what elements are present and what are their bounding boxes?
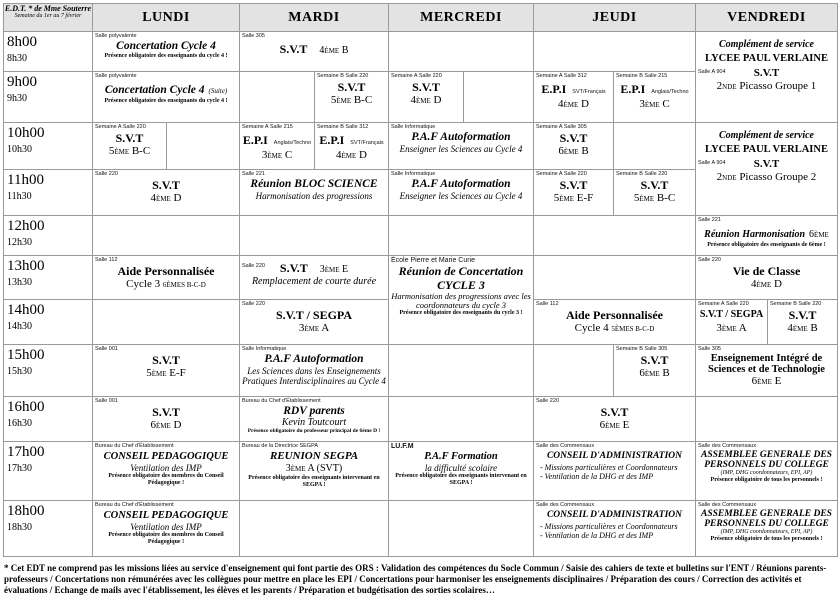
slot-mercredi-15h[interactable] [389, 345, 534, 397]
slot-mardi-12h[interactable] [240, 216, 389, 256]
slot-mardi-8h[interactable]: Salle 305 S.V.T 4ÈME B [240, 32, 389, 72]
slot-mercredi-11h[interactable]: Salle Informatique P.A.F Autoformation Enseigner les Sciences au Cycle 4 [389, 170, 534, 216]
slot-mardi-13h[interactable]: Salle 220 S.V.T 3ÈME E Remplacement de courte durée [240, 256, 389, 300]
slot-jeudi-9h-a[interactable]: Semaine A Salle 312 E.P.I SVT/Français 4ÈME D [534, 72, 614, 123]
slot-mercredi-9h-b[interactable] [464, 72, 534, 123]
time-slot: 9h00 9h30 [4, 72, 93, 123]
slot-mercredi-13h[interactable]: École Pierre et Marie Curie Réunion de Concertation CYCLE 3 Harmonisation des progressions avec les coordonnateurs du cycle 3 Présence obligatoire des enseignants du cycle 3 ! [389, 256, 534, 345]
footnote: * Cet EDT ne comprend pas les missions liées au service d'enseignement qui font partie des ORS : Validation des compétences du Socle Commun / Saisie des cahiers de texte et bulletins sur l'ENT / Réunions parents-professeurs / Concertations non rémunérées avec les collègues pour mettre en place les EPI / Concertations pour harmoniser les enseignements disciplinaires / Préparation des cours / Correction des activités et évaluations / Echange de mails avec l'établissement, les élèves et les parents / Préparation et budgétisation des sorties scolaires… [4, 563, 827, 595]
slot-mardi-17h[interactable]: Bureau de la Directrice SEGPA REUNION SEGPA 3ÈME A (SVT) Présence obligatoire des enseignants intervenant en SEGPA ! [240, 442, 389, 501]
slot-mercredi-12h[interactable] [389, 216, 534, 256]
day-header-mercredi: MERCREDI [389, 4, 534, 32]
slot-vendredi-8h[interactable]: Complément de service LYCEE PAUL VERLAINE Salle A 904 S.V.T 2NDE Picasso Groupe 1 [696, 32, 838, 123]
edt-title: E.D.T. * de Mme Souterre [4, 4, 92, 13]
slot-lundi-13h[interactable]: Salle 112 Aide Personnalisée Cycle 3 6ÈMES B-C-D [93, 256, 240, 300]
slot-jeudi-15h-b[interactable]: Semaine B Salle 305 S.V.T 6ÈME B [614, 345, 696, 397]
time-slot: 11h00 11h30 [4, 170, 93, 216]
slot-lundi-17h[interactable]: Bureau du Chef d'Établissement CONSEIL PEDAGOGIQUE Ventilation des IMP Présence obligatoire des membres du Conseil Pédagogique ! [93, 442, 240, 501]
day-header-vendredi: VENDREDI [696, 4, 838, 32]
slot-jeudi-15h-a[interactable] [534, 345, 614, 397]
time-slot: 14h00 14h30 [4, 300, 93, 345]
slot-jeudi-10h-b[interactable] [614, 123, 696, 170]
slot-jeudi-8h[interactable] [534, 32, 696, 72]
slot-mardi-14h[interactable]: Salle 220 S.V.T / SEGPA 3ÈME A [240, 300, 389, 345]
slot-lundi-11h[interactable]: Salle 220 S.V.T 4ÈME D [93, 170, 240, 216]
slot-mardi-10h-b[interactable]: Semaine B Salle 312 E.P.I SVT/Français 4ÈME D [315, 123, 389, 170]
slot-vendredi-16h[interactable] [696, 397, 838, 442]
slot-mercredi-18h[interactable] [389, 501, 534, 557]
slot-mardi-11h[interactable]: Salle 221 Réunion BLOC SCIENCE Harmonisation des progressions [240, 170, 389, 216]
slot-lundi-14h[interactable] [93, 300, 240, 345]
slot-lundi-18h[interactable]: Bureau du Chef d'Établissement CONSEIL PEDAGOGIQUE Ventilation des IMP Présence obligatoire des membres du Conseil Pédagogique ! [93, 501, 240, 557]
day-header-lundi: LUNDI [93, 4, 240, 32]
slot-jeudi-18h[interactable]: Salle des Commensaux CONSEIL D'ADMINISTRATION - Missions particulières et Coordonnateurs - Ventilation de la DHG et des IMP [534, 501, 696, 557]
slot-lundi-10h-b[interactable] [167, 123, 240, 170]
slot-lundi-16h[interactable]: Salle 001 S.V.T 6ÈME D [93, 397, 240, 442]
slot-jeudi-11h-b[interactable]: Semaine B Salle 220 S.V.T 5ÈME B-C [614, 170, 696, 216]
time-slot: 12h00 12h30 [4, 216, 93, 256]
slot-lundi-15h[interactable]: Salle 001 S.V.T 5ÈME E-F [93, 345, 240, 397]
slot-lundi-12h[interactable] [93, 216, 240, 256]
slot-mercredi-9h-a[interactable]: Semaine A Salle 220 S.V.T 4ÈME D [389, 72, 464, 123]
edt-week: Semaine du 1er au 7 février [14, 13, 82, 19]
slot-vendredi-17h[interactable]: Salle des Commensaux ASSEMBLEE GENERALE DES PERSONNELS DU COLLEGE (IMP, DHG coordonnateurs, EPI, AP) Présence obligatoire de tous les personnels ! [696, 442, 838, 501]
time-slot: 17h00 17h30 [4, 442, 93, 501]
time-slot: 15h00 15h30 [4, 345, 93, 397]
day-header-mardi: MARDI [240, 4, 389, 32]
time-slot: 8h00 8h30 [4, 32, 93, 72]
slot-mercredi-10h[interactable]: Salle Informatique P.A.F Autoformation Enseigner les Sciences au Cycle 4 [389, 123, 534, 170]
slot-jeudi-9h-b[interactable]: Semaine B Salle 215 E.P.I Anglais/Techno 3ÈME C [614, 72, 696, 123]
time-slot: 13h00 13h30 [4, 256, 93, 300]
slot-lundi-8h[interactable]: Salle polyvalente Concertation Cycle 4 Présence obligatoire des enseignants du cycle 4 ! [93, 32, 240, 72]
slot-mardi-10h-a[interactable]: Semaine A Salle 215 E.P.I Anglais/Techno 3ÈME C [240, 123, 315, 170]
slot-mardi-18h[interactable] [240, 501, 389, 557]
slot-mercredi-8h[interactable] [389, 32, 534, 72]
slot-jeudi-12h[interactable] [534, 216, 696, 256]
slot-lundi-9h[interactable]: Salle polyvalente Concertation Cycle 4 (Suite) Présence obligatoire des enseignants du cycle 4 ! [93, 72, 240, 123]
day-header-jeudi: JEUDI [534, 4, 696, 32]
time-slot: 16h00 16h30 [4, 397, 93, 442]
slot-jeudi-14h[interactable]: Salle 112 Aide Personnalisée Cycle 4 5ÈMES B-C-D [534, 300, 696, 345]
time-slot: 10h00 10h30 [4, 123, 93, 170]
slot-jeudi-17h[interactable]: Salle des Commensaux CONSEIL D'ADMINISTRATION - Missions particulières et Coordonnateurs - Ventilation de la DHG et des IMP [534, 442, 696, 501]
slot-vendredi-18h[interactable]: Salle des Commensaux ASSEMBLEE GENERALE DES PERSONNELS DU COLLEGE (IMP, DHG coordonnateurs, EPI, AP) Présence obligatoire de tous les personnels ! [696, 501, 838, 557]
header-corner [4, 4, 93, 32]
timetable [3, 3, 838, 557]
slot-jeudi-10h-a[interactable]: Semaine A Salle 305 S.V.T 6ÈME B [534, 123, 614, 170]
slot-vendredi-14h-b[interactable]: Semaine B Salle 220 S.V.T 4ÈME B [768, 300, 838, 345]
slot-jeudi-13h[interactable] [534, 256, 696, 300]
slot-jeudi-11h-a[interactable]: Semaine A Salle 220 S.V.T 5ÈME E-F [534, 170, 614, 216]
slot-jeudi-16h[interactable]: Salle 220 S.V.T 6ÈME E [534, 397, 696, 442]
time-slot: 18h00 18h30 [4, 501, 93, 557]
slot-mardi-15h[interactable]: Salle Informatique P.A.F Autoformation Les Sciences dans les Enseignements Pratiques Interdisciplinaires au Cycle 4 [240, 345, 389, 397]
slot-mardi-9h-b[interactable]: Semaine B Salle 220 S.V.T 5ÈME B-C [315, 72, 389, 123]
slot-mardi-9h-a[interactable] [240, 72, 315, 123]
slot-lundi-10h-a[interactable]: Semaine A Salle 220 S.V.T 5ÈME B-C [93, 123, 167, 170]
slot-vendredi-10h[interactable]: Complément de service LYCEE PAUL VERLAINE Salle A 904 S.V.T 2NDE Picasso Groupe 2 [696, 123, 838, 216]
slot-mardi-16h[interactable]: Bureau du Chef d'Établissement RDV parents Kevin Toutcourt Présence obligatoire du professeur principal de 6ème D ! [240, 397, 389, 442]
slot-vendredi-15h[interactable]: Salle 305 Enseignement Intégré de Sciences et de Technologie 6ÈME E [696, 345, 838, 397]
slot-vendredi-14h-a[interactable]: Semaine A Salle 220 S.V.T / SEGPA 3ÈME A [696, 300, 768, 345]
slot-vendredi-12h[interactable]: Salle 221 Réunion Harmonisation 6ÈME Présence obligatoire des enseignants de 6ème ! [696, 216, 838, 256]
slot-mercredi-17h[interactable]: LU.F.M P.A.F Formation la difficulté scolaire Présence obligatoire des enseignants intervenant en SEGPA ! [389, 442, 534, 501]
slot-mercredi-16h[interactable] [389, 397, 534, 442]
slot-vendredi-13h[interactable]: Salle 220 Vie de Classe 4ÈME D [696, 256, 838, 300]
